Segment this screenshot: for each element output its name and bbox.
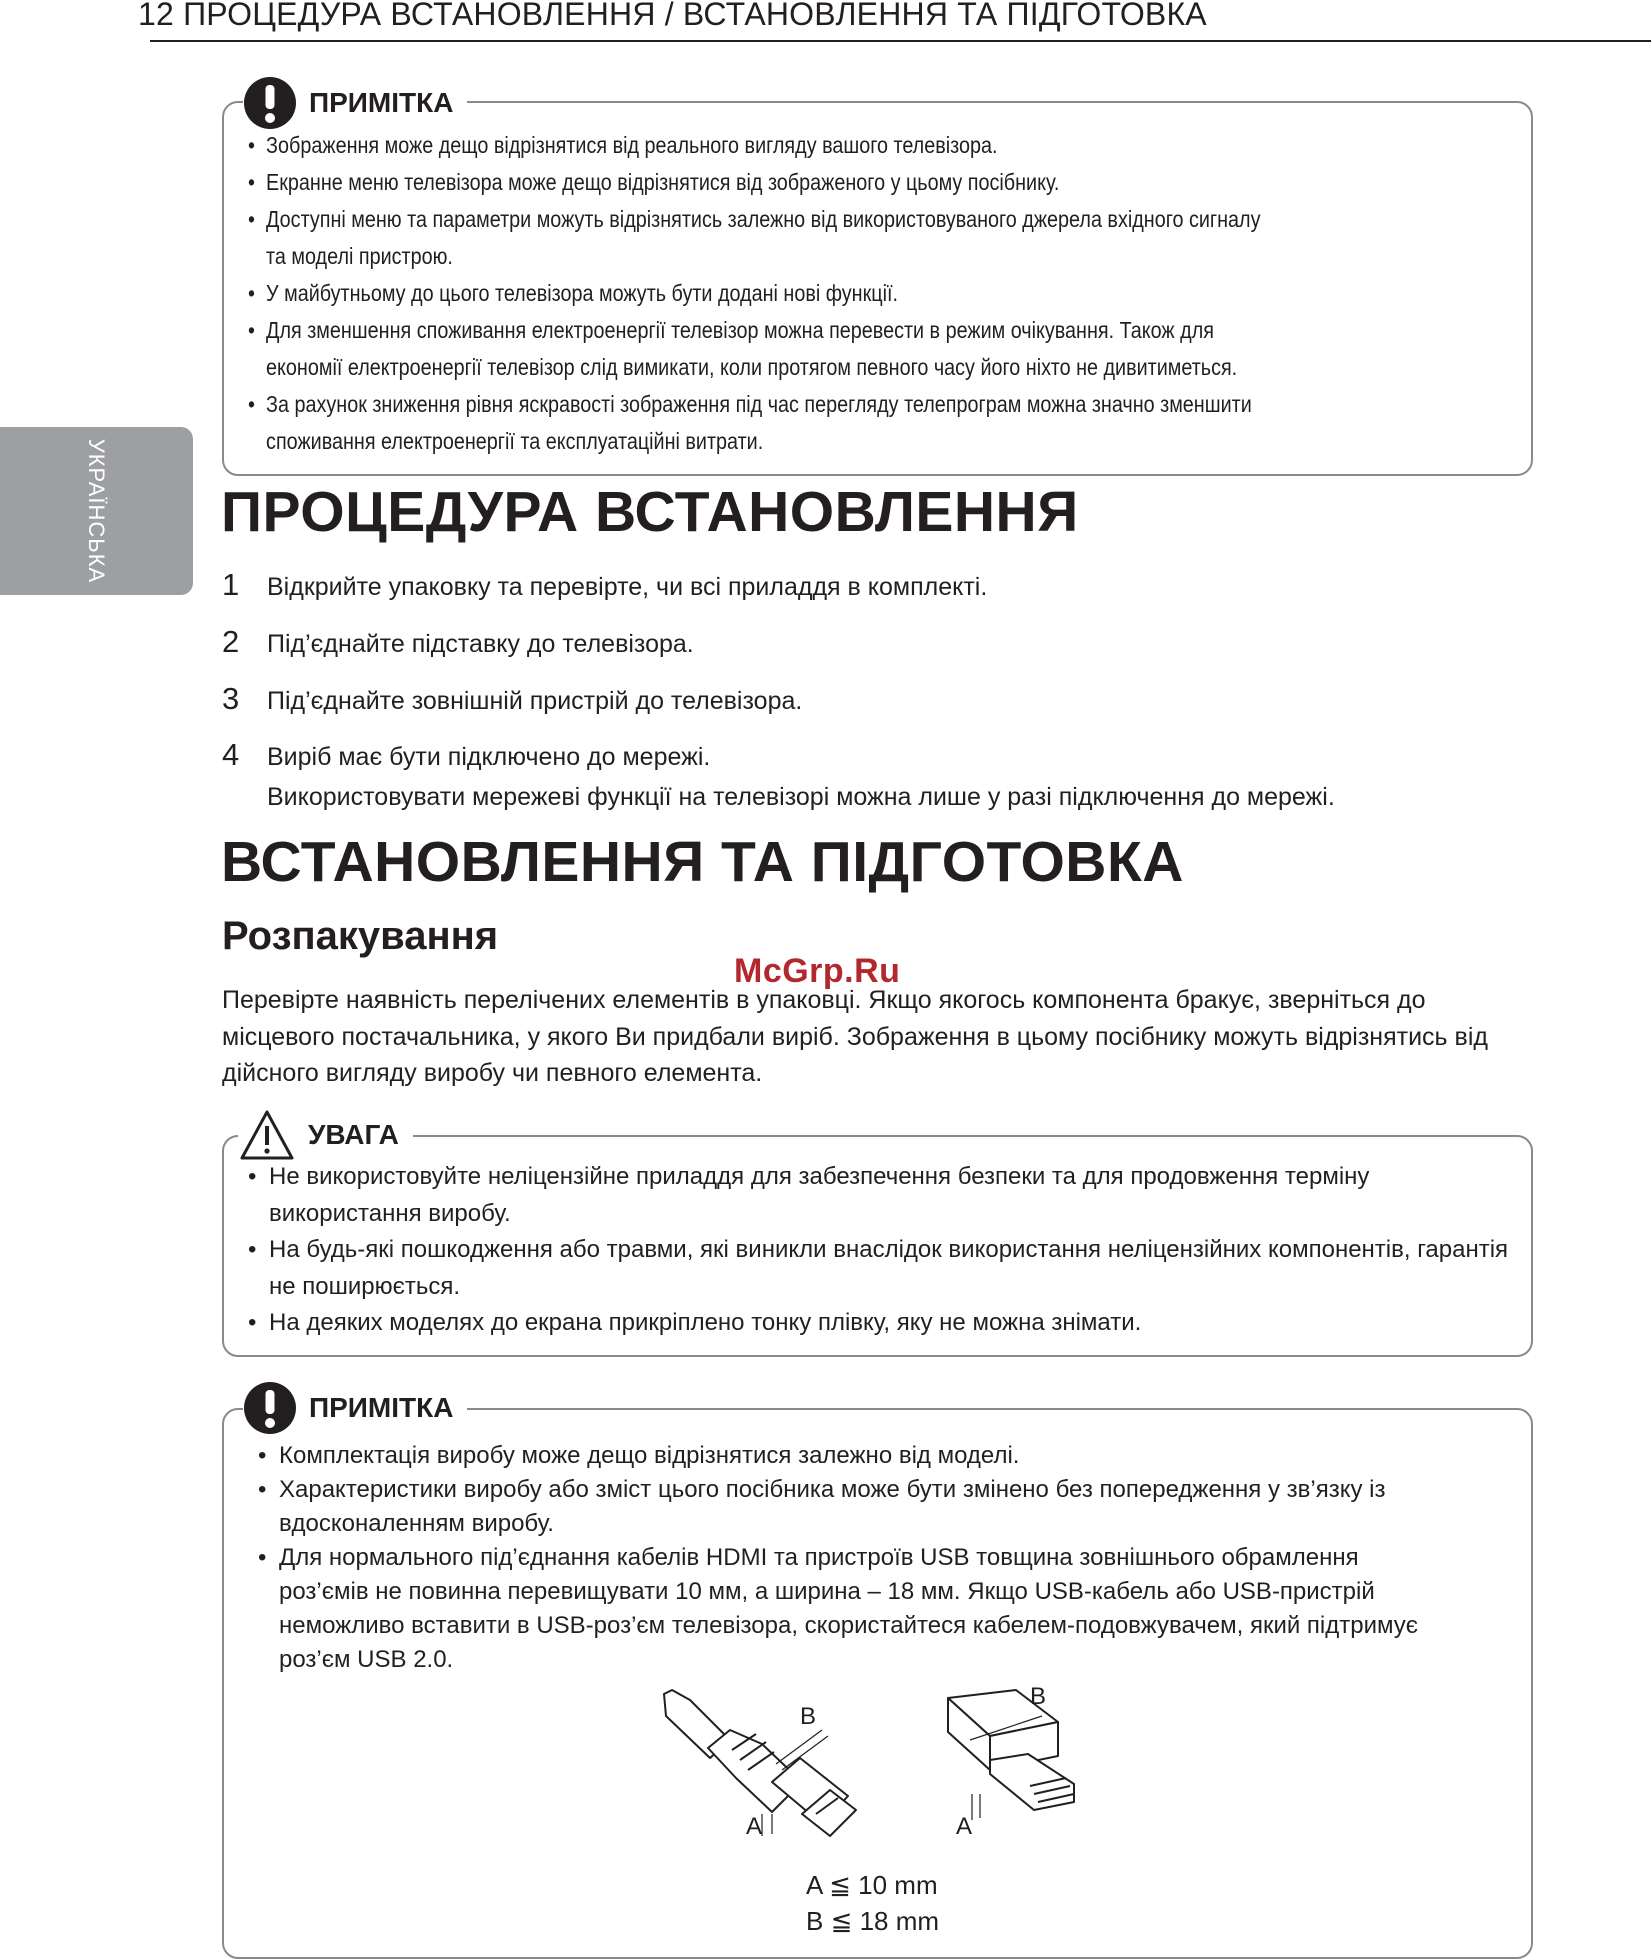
usb-label-b: B	[1030, 1686, 1047, 1710]
warning-title: УВАГА	[308, 1119, 399, 1150]
warning-box-rule	[460, 1135, 1500, 1137]
exclamation-icon	[243, 76, 297, 130]
list-item: • На деяких моделях до екрана прикріплено тонку плівку, яку не можна знімати.	[248, 1305, 1518, 1342]
note-box-1-rule	[510, 101, 1500, 103]
step-text: Відкрийте упаковку та перевірте, чи всі приладдя в комплекті.	[267, 573, 988, 601]
list-item: • Не використовуйте неліцензійне приладдя для забезпечення безпеки та для продовження терміну використання виробу.	[248, 1159, 1518, 1232]
list-item: • Екранне меню телевізора може дещо відрізнятися від зображеного у цьому посібнику.	[248, 164, 1264, 201]
note-title: ПРИМІТКА	[309, 87, 454, 118]
unpacking-paragraph: Перевірте наявність перелічених елементів в упаковці. Якщо якогось компонента бракує, зверніться до місцевого постачальника, у якого Ви придбали виріб. Зображення в цьому посібнику можуть відрізнятись від дійсного вигляду виробу чи певного елемента.	[222, 986, 1488, 1087]
warning-list	[248, 1159, 1518, 1342]
usb-stick-illustration	[948, 1690, 1074, 1810]
list-item: • Для зменшення споживання електроенергії телевізор можна перевести в режим очікування. Також для економії електроенергії телевізор слід вимикати, коли протягом певного часу його ніхто не дивитиметься.	[248, 312, 1264, 386]
note-2-list	[258, 1439, 1428, 1677]
note-box-2-header	[243, 1381, 467, 1435]
setup-heading: ВСТАНОВЛЕННЯ ТА ПІДГОТОВКА	[221, 830, 1184, 894]
step-number: 1	[222, 567, 240, 602]
step-number: 2	[222, 624, 240, 659]
step-text: Виріб має бути підключено до мережі.	[267, 743, 711, 771]
warning-triangle-icon	[238, 1108, 296, 1162]
language-tab-label: УКРАЇНСЬКА	[84, 438, 110, 584]
limit-a: A ≦ 10 mm	[806, 1870, 938, 1900]
limit-b: B ≦ 18 mm	[806, 1906, 940, 1936]
step-number: 3	[222, 681, 240, 716]
hdmi-label-b: B	[800, 1703, 817, 1730]
step-text: Під’єднайте підставку до телевізора.	[267, 630, 694, 658]
note-1-list	[248, 127, 1429, 460]
step-text: Під’єднайте зовнішній пристрій до телевізора.	[267, 687, 803, 715]
list-item: • У майбутньому до цього телевізора можуть бути додані нові функції.	[248, 275, 1264, 312]
step-text-continued: Використовувати мережеві функції на телевізорі можна лише у разі підключення до мережі.	[267, 783, 1335, 811]
list-item: • На будь-які пошкодження або травми, які виникли внаслідок використання неліцензійних компонентів, гарантія не поширюється.	[248, 1232, 1518, 1305]
step-number: 4	[222, 737, 240, 772]
list-item: • Для нормального під’єднання кабелів HDMI та пристроїв USB товщина зовнішнього обрамлення роз’ємів не повинна перевищувати 10 мм, а ширина – 18 мм. Якщо USB-кабель або USB-пристрій неможливо вставити в USB-роз’єм телевізора, скористайтеся кабелем-подовжувачем, який підтримує роз’єм USB 2.0.	[258, 1541, 1428, 1677]
list-item: • Комплектація виробу може дещо відрізнятися залежно від моделі.	[258, 1439, 1428, 1473]
note-title: ПРИМІТКА	[309, 1392, 454, 1423]
note-box-1-header	[243, 76, 467, 130]
running-header: 12 ПРОЦЕДУРА ВСТАНОВЛЕННЯ / ВСТАНОВЛЕННЯ ТА ПІДГОТОВКА	[138, 0, 1207, 32]
header-rule	[150, 40, 1651, 42]
connector-dimensions-figure	[650, 1686, 1110, 1856]
list-item: • За рахунок зниження рівня яскравості зображення під час перегляду телепрограм можна значно зменшити споживання електроенергії та експлуатаційні витрати.	[248, 386, 1264, 460]
usb-label-a: A	[956, 1813, 973, 1840]
hdmi-label-a: A	[746, 1813, 763, 1840]
exclamation-icon	[243, 1381, 297, 1435]
unpacking-subheading: Розпакування	[222, 914, 499, 958]
dimension-limits	[806, 1867, 939, 1939]
watermark: McGrp.Ru	[734, 952, 901, 990]
list-item: • Зображення може дещо відрізнятися від реального вигляду вашого телевізора.	[248, 127, 1264, 164]
list-item: • Доступні меню та параметри можуть відрізнятись залежно від використовуваного джерела вхідного сигналу та моделі пристрою.	[248, 201, 1264, 275]
note-box-2-rule	[510, 1408, 1500, 1410]
warning-box-header	[238, 1108, 413, 1162]
list-item: • Характеристики виробу або зміст цього посібника може бути змінено без попередження у зв’язку із вдосконаленням виробу.	[258, 1473, 1428, 1541]
language-side-tab	[0, 427, 193, 595]
install-procedure-heading: ПРОЦЕДУРА ВСТАНОВЛЕННЯ	[221, 480, 1079, 544]
